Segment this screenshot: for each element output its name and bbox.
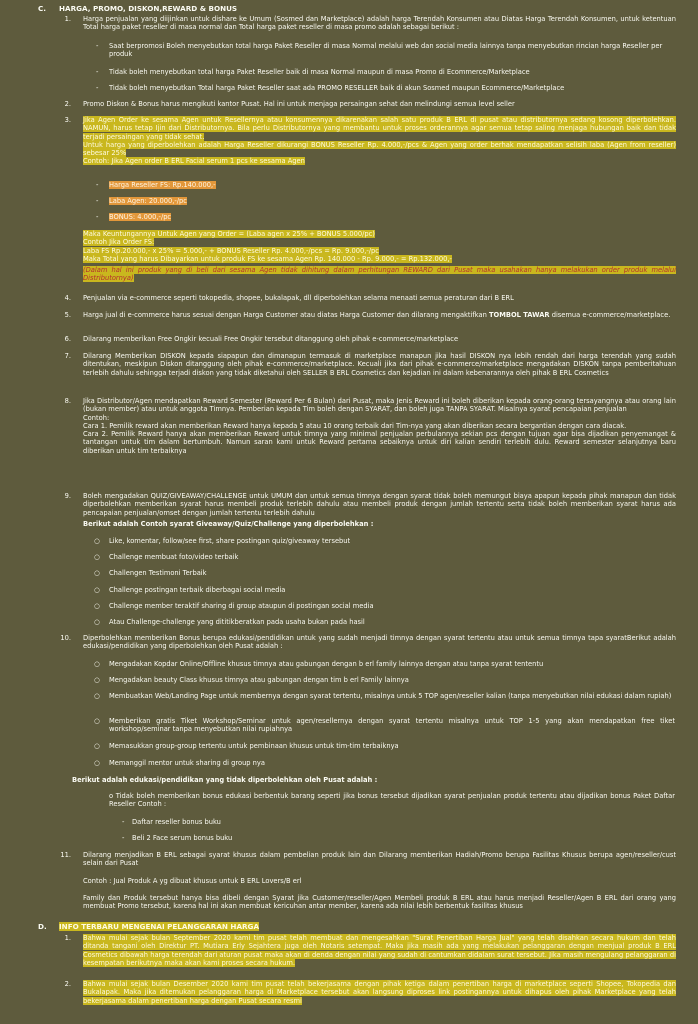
sub-item: Challenge membuat foto/video terbaik <box>109 553 239 561</box>
not-allowed-text: o Tidak boleh memberikan bonus edukasi berbentuk barang seperti jika bonus tersebut dijadikan syarat penjualan produk tertentu atau dijadikan bonus Paket Daftar Reseller Contoh : <box>109 792 675 809</box>
sub-item: Mengadakan beauty Class khusus timnya atau gabungan dengan tim b erl Family lainnya <box>109 676 409 684</box>
item-number: 1. <box>64 934 71 942</box>
highlighted-text: Laba Agen: 20.000,-/pc <box>109 197 187 205</box>
sub-item: Tidak boleh menyebutkan Total harga Paket Reseller saat ada PROMO RESELLER baik di akun Sosmed maupun Ecommerce/Marketplace <box>109 84 565 92</box>
item-text-highlighted <box>83 934 676 967</box>
circle-bullet: ○ <box>94 569 100 577</box>
item-text-highlighted <box>83 980 676 1005</box>
item-number: 1. <box>64 15 71 23</box>
item-number: 8. <box>64 397 71 405</box>
price-line <box>109 213 675 221</box>
item-number: 11. <box>60 851 71 859</box>
circle-bullet: ○ <box>94 553 100 561</box>
highlighted-text: Bahwa mulai sejak bulan September 2020 kami tim pusat telah membuat dan mengesahkan "Surat Penertiban Harga Jual" yang telah disahkan secara hukum dan telah ditanda tangani oleh Direktur PT. Mutiara Erly Sejahtera juga oleh Notaris setempat. Maka jika masih ada yang melakukan pelanggaran dengan menjual produk B ERL Cosmetics dibawah harga terendah dari aturan pusat maka akan di denda dengan nilai yang sudah di cantumkan didalam surat tersebut. Jika masih mengulang pelanggaran di kesempatan berikutnya maka akan kami proses secara hukum. <box>83 934 676 967</box>
dash-bullet: - <box>96 84 99 92</box>
item-text: Dilarang menjadikan B ERL sebagai syarat khusus dalam pembelian produk lain dan Dilarang memberikan Hadiah/Promo berupa Fasilitas Khusus berupa agen/reseller/cust selain dari Pusat <box>83 851 676 868</box>
circle-bullet: ○ <box>94 602 100 610</box>
item-text: Penjualan via e-commerce seperti tokopedia, shopee, bukalapak, dll diperbolehkan selama menaati semua peraturan dari B ERL <box>83 294 514 302</box>
highlighted-note: (Dalam hal ini produk yang di beli dari sesama Agen tidak dihitung dalam perhitungan REWARD dari Pusat maka usahakan hanya melakukan order produk melalui Distributornya) <box>83 266 676 283</box>
item-number: 2. <box>64 100 71 108</box>
sub-item: Daftar reseller bonus buku <box>132 818 221 826</box>
item-text: Boleh mengadakan QUIZ/GIVEAWAY/CHALLENGE untuk UMUM dan untuk semua timnya dengan syarat tidak boleh memungut biaya apapun kepada pihak manapun dan tidak diperbolehkan memberikan syarat harus membeli produk terlebih dahulu atau membeli produk dengan jumlah tertentu serta tidak boleh memberikan syarat harus ada pencapaian penjualan/omset dengan jumlah tertentu terlebih dahulu <box>83 492 676 517</box>
circle-bullet: ○ <box>94 692 100 700</box>
examples-heading: Berikut adalah Contoh syarat Giveaway/Quiz/Challenge yang diperbolehkan : <box>83 520 374 528</box>
section-title: HARGA, PROMO, DISKON,REWARD & BONUS <box>59 4 238 13</box>
highlighted-text: Bahwa mulai sejak bulan Desember 2020 kami tim pusat telah bekerjasama dengan pihak ketiga dalam penertiban harga di marketplace seperti Shopee, Tokopedia dan Bukalapak. Maka jika ditemukan pelanggaran harga di Marketplace tersebut akan langsung diproses link postingannya untuk dihapus oleh pihak Marketplace yang telah bekerjasama dalam penertiban harga dengan Pusat secara resmi <box>83 980 676 1005</box>
sub-item: Mengadakan Kopdar Online/Offline khusus timnya atau gabungan dengan b erl family lainnya dengan atau tanpa syarat tententu <box>109 660 544 668</box>
text-part: Harga jual di e-commerce harus sesuai dengan Harga Customer atau diatas Harga Customer dan dilarang mengaktifkan <box>83 311 489 319</box>
example-text: Contoh : Jual Produk A yg dibuat khusus untuk B ERL Lovers/B erl <box>83 877 302 885</box>
price-line <box>109 181 675 189</box>
section-title-highlighted <box>59 922 259 931</box>
circle-bullet: ○ <box>94 660 100 668</box>
dash-bullet: - <box>122 834 125 842</box>
circle-bullet: ○ <box>94 676 100 684</box>
item-text: Promo Diskon & Bonus harus mengikuti kantor Pusat. Hal ini untuk menjaga persaingan sehat dan melindungi semua level seller <box>83 100 515 108</box>
item-number: 5. <box>64 311 71 319</box>
highlighted-text: INFO TERBARU MENGENAI PELANGGARAN HARGA <box>59 922 260 931</box>
dash-bullet: - <box>96 197 99 205</box>
item-number: 2. <box>64 980 71 988</box>
dash-bullet: - <box>96 213 99 221</box>
circle-bullet: ○ <box>94 742 100 750</box>
sub-item: Memberikan gratis Tiket Workshop/Seminar untuk agen/resellernya dengan syarat tertentu misalnya untuk TOP 1-5 yang akan mendapatkan free tiket workshop/seminar tanpa menyebutkan nilai rupiahnya <box>109 717 675 734</box>
section-letter: D. <box>38 922 47 931</box>
dash-bullet: - <box>122 818 125 826</box>
circle-bullet: ○ <box>94 717 100 725</box>
note-text <box>83 266 676 283</box>
sub-item: Beli 2 Face serum bonus buku <box>132 834 233 842</box>
sub-item: Tidak boleh menyebutkan total harga Paket Reseller baik di masa Normal maupun di masa Promo di Ecommerce/Marketplace <box>109 68 530 76</box>
sub-item: Challenge postingan terbaik diberbagai social media <box>109 586 286 594</box>
highlighted-text: Harga Reseller FS: Rp.140.000,- <box>109 181 216 189</box>
sub-item: Memasukkan group-group tertentu untuk pembinaan khusus untuk tim-tim terbaiknya <box>109 742 399 750</box>
highlighted-text: Maka Keuntungannya Untuk Agen yang Order = (Laba agen x 25% + BONUS 5.000/pc) Contoh Jika Order FS: Laba FS Rp.20.000,- x 25% = 5.000,- + BONUS Reseller Rp. 4.000,-/pcs = Rp. 9.000,-/pc Maka Total yang harus Dibayarkan untuk produk FS ke sesama Agen Rp. 140.000 - Rp. 9.000,- = Rp.132.000,- <box>83 230 452 263</box>
item-number: 10. <box>60 634 71 642</box>
dash-bullet: - <box>96 42 99 50</box>
circle-bullet: ○ <box>94 537 100 545</box>
item-number: 7. <box>64 352 71 360</box>
footer-text: Family dan Produk tersebut hanya bisa dibeli dengan Syarat jika Customer/reseller/Agen Membeli produk B ERL atau harus menjadi Reseller/Agen B ERL dari orang yang membuat Promo tersebut, karena hal ini akan membuat kericuhan antar member, karena ada nilai lebih berbentuk fasilitas khusus <box>83 894 676 911</box>
sub-item: Memanggil mentor untuk sharing di group nya <box>109 759 265 767</box>
item-text: Jika Distributor/Agen mendapatkan Reward Semester (Reward Per 6 Bulan) dari Pusat, maka Jenis Reward ini boleh diberikan kepada orang-orang tersayangnya atau orang lain (bukan member) atau untuk anggota Timnya. Pemberian kepada Tim boleh dengan SYARAT, dan boleh juga TANPA SYARAT. Misalnya syarat pencapaian penjualan Contoh: Cara 1. Pemilik reward akan memberikan Reward hanya kepada 5 atau 10 orang terbaik dari Tim-nya yang akan diberikan secara bergantian dengan cara diacak. Cara 2. Pemilik Reward hanya akan memberikan Reward untuk timnya yang minimal penjualan perbulannya sekian pcs dengan tujuan agar bisa dijadikan penyemangat & tantangan untuk tim dalam bertumbuh. Namun saran kami untuk Reward pertama sebaiknya untuk diri kalian sendiri terlebih dulu. Reward semester selanjutnya baru diberikan untuk tim terbaiknya <box>83 397 676 455</box>
price-line <box>109 197 675 205</box>
sub-item: Saat berpromosi Boleh menyebutkan total harga Paket Reseller di masa Normal melalui web dan social media lainnya tanpa menyebutkan rincian harga Reseller per produk <box>109 42 663 59</box>
calculation-text <box>83 230 676 263</box>
circle-bullet: ○ <box>94 618 100 626</box>
item-number: 3. <box>64 116 71 124</box>
item-text <box>83 311 676 319</box>
sub-item: Atau Challenge-challenge yang dititikberatkan pada usaha bukan pada hasil <box>109 618 365 626</box>
sub-item: Challenge member teraktif sharing di group ataupun di postingan social media <box>109 602 374 610</box>
text-part: disemua e-commerce/marketplace. <box>549 311 671 319</box>
item-text: Harga penjualan yang diijinkan untuk dishare ke Umum (Sosmed dan Marketplace) adalah harga Terendah Konsumen atau Diatas Harga Terendah Konsumen, untuk ketentuan Total harga paket reseller di masa normal dan Total harga paket reseller di masa promo adalah sebagai berikut : <box>83 15 676 32</box>
not-allowed-heading: Berikut adalah edukasi/pendidikan yang tidak diperbolehkan oleh Pusat adalah : <box>72 776 378 784</box>
circle-bullet: ○ <box>94 586 100 594</box>
sub-item: Membuatkan Web/Landing Page untuk membernya dengan syarat tertentu, misalnya untuk 5 TOP agen/reseller kalian (tanpa menyebutkan nilai edukasi dalam rupiah) <box>109 692 672 700</box>
item-text: Dilarang Memberikan DISKON kepada siapapun dan dimanapun termasuk di marketplace manapun jika hasil DISKON nya lebih rendah dari harga terendah yang sudah ditentukan, meskipun Diskon ditanggung oleh pihak e-commerce/marketplace. Kecuali jika dari pihak e-commerce/marketplace mengadakan DISKON tanpa pemberitahuan terlebih dahulu sehingga terjadi diskon yang tidak diketahui oleh SELLER B ERL Cosmetics dan kejadian ini dalam kebenarannya oleh pihak B ERL Cosmetics <box>83 352 676 377</box>
section-letter: C. <box>38 4 47 13</box>
sub-item: Challengen Testimoni Terbaik <box>109 569 207 577</box>
item-number: 4. <box>64 294 71 302</box>
highlighted-text: BONUS: 4.000,-/pc <box>109 213 172 221</box>
dash-bullet: - <box>96 68 99 76</box>
item-text: Diperbolehkan memberikan Bonus berupa edukasi/pendidikan untuk yang sudah menjadi timnya dengan syarat tertentu atau untuk semua timnya tapa syaratBerikut adalah edukasi/pendidikan yang diperbolehkan oleh Pusat adalah : <box>83 634 676 651</box>
emphasis-text: TOMBOL TAWAR <box>488 311 550 319</box>
highlighted-text: Jika Agen Order ke sesama Agen untuk Resellernya atau konsumennya dikarenakan salah satu produk B ERL di pusat atau distributornya sedang kosong diperbolehkan. NAMUN, harus tetap Ijin dari Distributornya. Bila perlu Distributornya yang membantu untuk proses orderannya agar semua tetap saling menjaga hubungan baik dan tidak terjadi persaingan yang tidak sehat. Untuk harga yang diperbolehkan adalah Harga Reseller dikurangi BONUS Reseller Rp. 4.000,-/pcs & Agen yang order berhak mendapatkan selisih laba (Agen from reseller) sebesar 25% Contoh: Jika Agen order B ERL Facial serum 1 pcs ke sesama Agen <box>83 116 676 166</box>
item-number: 6. <box>64 335 71 343</box>
circle-bullet: ○ <box>94 759 100 767</box>
sub-item: Like, komentar, follow/see first, share postingan quiz/giveaway tersebut <box>109 537 351 545</box>
item-text: Dilarang memberikan Free Ongkir kecuali Free Ongkir tersebut ditanggung oleh pihak e-commerce/marketplace <box>83 335 459 343</box>
item-text-highlighted <box>83 116 676 166</box>
dash-bullet: - <box>96 181 99 189</box>
item-number: 9. <box>64 492 71 500</box>
